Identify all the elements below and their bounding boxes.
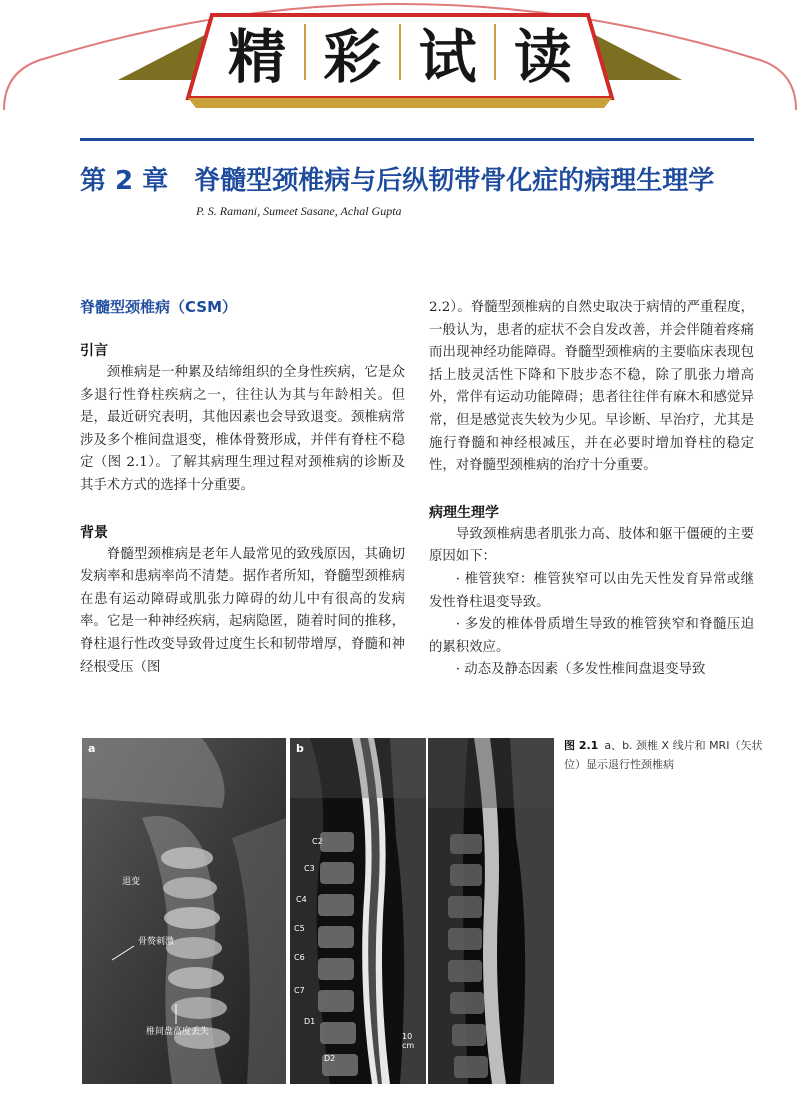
background-paragraph: 脊髓型颈椎病是老年人最常见的致残原因，其确切发病率和患病率尚不清楚。据作者所知，脊髓型颈椎病在患有运动障碍或肌张力障碍的幼儿中有很高的发病率。它是一种神经疾病，起病隐匿，随着时间的推移，脊柱退行性改变导致骨过度生长和韧带增厚，脊髓和神经根受压（图 — [80, 546, 405, 675]
xray-label-degeneration: 退变 — [122, 877, 141, 887]
banner-title — [215, 12, 585, 92]
pathophysiology-heading: 病理生理学 — [429, 504, 499, 521]
xray-label-osteophyte: 骨赘刺激 — [138, 937, 175, 947]
bullet-item: · 动态及静态因素（多发性椎间盘退变导致 — [455, 662, 706, 678]
bullet-item: · 多发的椎体骨质增生导致的椎管狭窄和脊髓压迫的累积效应。 — [429, 617, 754, 655]
vertebra-label: C3 — [304, 864, 315, 873]
panel-label-b: b — [296, 742, 304, 755]
vertebra-label: C4 — [296, 895, 307, 904]
bullet-item: · 椎管狭窄：椎管狭窄可以由先天性发育异常或继发性脊柱退变导致。 — [429, 571, 754, 610]
figure-mri-sagittal-2 — [428, 738, 554, 1084]
vertebra-label: C6 — [294, 953, 305, 962]
chapter-title: 脊髓型颈椎病与后纵韧带骨化症的病理生理学 — [194, 166, 715, 196]
right-column — [429, 297, 754, 682]
banner-plate-edge — [188, 98, 612, 108]
vertebra-label: C5 — [294, 924, 305, 933]
chapter-heading — [80, 160, 760, 197]
mri-image-2 — [428, 738, 554, 1084]
banner-divider — [399, 24, 401, 80]
vertebra-label: C7 — [294, 986, 305, 995]
banner-divider — [494, 24, 496, 80]
left-column — [80, 296, 405, 679]
chapter-number: 第 2 章 — [80, 166, 169, 196]
banner-divider — [304, 24, 306, 80]
banner-char: 试 — [418, 23, 477, 91]
pathophysiology-intro: 导致颈椎病患者肌张力高、肢体和躯干僵硬的主要原因如下： — [429, 526, 754, 565]
vertebra-label: D1 — [304, 1017, 316, 1026]
scale-label: 10 cm — [402, 1032, 415, 1050]
figure-xray — [82, 738, 286, 1084]
chapter-rule — [80, 138, 754, 141]
continued-paragraph: 2.2）。脊髓型颈椎病的自然史取决于病情的严重程度，一般认为，患者的症状不会自发改善，并会伴随着疼痛而出现神经功能障碍。脊髓型颈椎病的主要临床表现包括上肢灵活性下降和下肢步态不稳，除了肌张力增高外，常伴有运动功能障碍；患者往往伴有麻木和感觉异常，但是感觉丧失较为少见。早诊断、早治疗，尤其是施行脊髓和神经根减压，并在必要时增加脊柱的稳定性，对脊髓型颈椎病的治疗十分重要。 — [429, 300, 754, 474]
intro-paragraph: 颈椎病是一种累及结缔组织的全身性疾病，它是众多退行性脊柱疾病之一，往往认为其与年龄相关。但是，最近研究表明，其他因素也会导致退变。颈椎病常涉及多个椎间盘退变，椎体骨赘形成，并伴有脊柱不稳定（图 2.1）。了解其病理生理过程对颈椎病的诊断及其手术方式的选择十分重要。 — [80, 365, 405, 493]
banner-char: 读 — [513, 23, 572, 91]
intro-heading: 引言 — [80, 343, 108, 359]
caption-text: a、b. 颈椎 X 线片和 MRI（矢状位）显示退行性颈椎病 — [564, 739, 763, 771]
xray-label-disc-height-loss: 椎间盘高度丢失 — [146, 1027, 210, 1037]
vertebra-label: D2 — [324, 1054, 336, 1063]
chapter-authors: P. S. Ramani, Sumeet Sasane, Achal Gupta — [196, 204, 402, 218]
section-title: 脊髓型颈椎病（CSM） — [80, 298, 238, 316]
panel-label-a: a — [88, 742, 96, 755]
figure-caption — [564, 736, 764, 774]
caption-number: 图 2.1 — [564, 739, 599, 752]
banner — [0, 0, 800, 130]
banner-char: 彩 — [323, 23, 382, 91]
background-heading: 背景 — [80, 524, 108, 541]
vertebra-label: C2 — [312, 837, 323, 846]
figure-mri-sagittal — [290, 738, 426, 1084]
banner-char: 精 — [227, 23, 286, 91]
